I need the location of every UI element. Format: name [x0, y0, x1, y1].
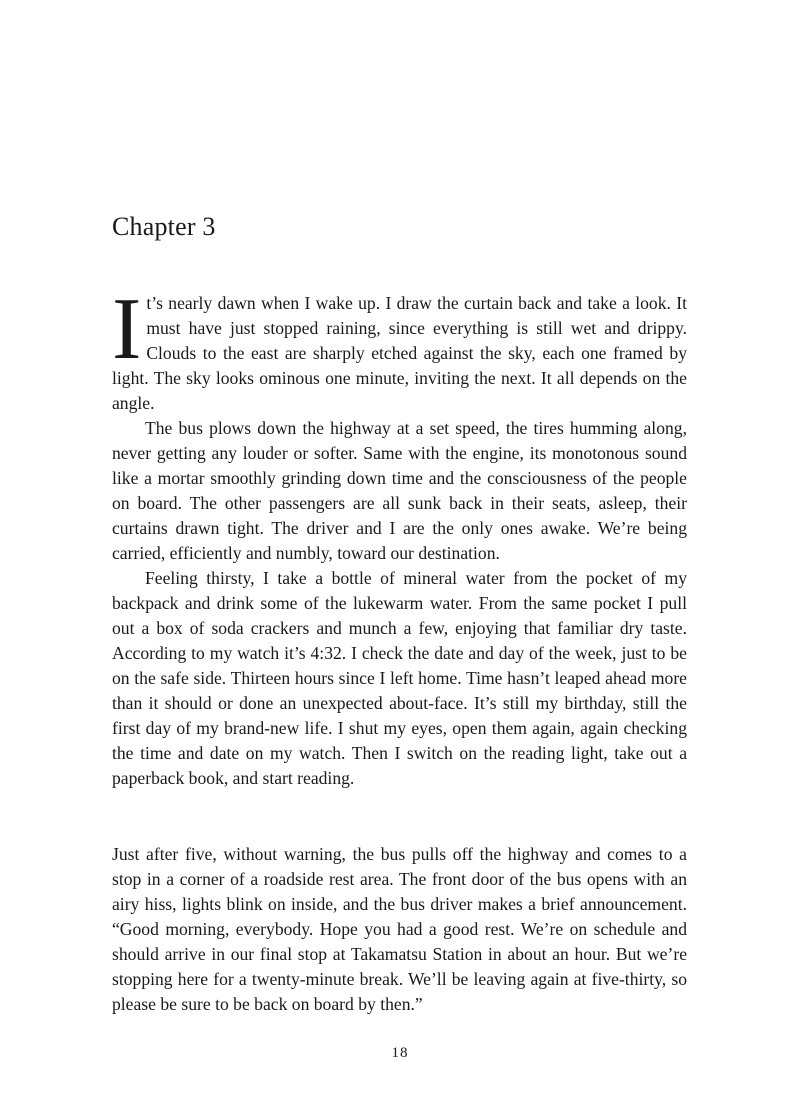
section-2-text	[112, 842, 687, 1017]
chapter-title: Chapter 3	[112, 212, 216, 241]
drop-cap: I	[112, 281, 142, 378]
section-1-text	[112, 281, 687, 791]
paragraph: Just after five, without warning, the bus pulls off the highway and comes to a stop in a corner of a roadside rest area. The front door of the bus opens with an airy hiss, lights blink on inside, and the bus driver makes a brief announcement. “Good morning, everybody. Hope you had a good rest. We’re on schedule and should arrive in our final stop at Takamatsu Station in about an hour. But we’re stopping here for a twenty-minute break. We’ll be leaving again at five-thirty, so please be sure to be back on board by then.”	[112, 844, 687, 1014]
page-number: 18	[391, 1045, 409, 1061]
paragraph: Feeling thirsty, I take a bottle of mineral water from the pocket of my backpack and drink some of the lukewarm water. From the same pocket I pull out a box of soda crackers and munch a few, enjoying that familiar dry taste. According to my watch it’s 4:32. I check the date and day of the week, just to be on the safe side. Thirteen hours since I left home. Time hasn’t leaped ahead more than it should or done an unexpected about-face. It’s still my birthday, still the first day of my brand-new life. I shut my eyes, open them again, again checking the time and date on my watch. Then I switch on the reading light, take out a paperback book, and start reading.	[112, 568, 687, 788]
opening-paragraph	[112, 281, 687, 416]
paragraph: The bus plows down the highway at a set speed, the tires humming along, never getting any louder or softer. Same with the engine, its monotonous sound like a mortar smoothly grinding down time and the consciousness of the people on board. The other passengers are all sunk back in their seats, asleep, their curtains drawn tight. The driver and I are the only ones awake. We’re being carried, efficiently and numbly, toward our destination.	[112, 418, 687, 563]
opening-paragraph-text: t’s nearly dawn when I wake up. I draw the curtain back and take a look. It must have just stopped raining, since everything is still wet and drippy. Clouds to the east are sharply etched against the sky, each one framed by light. The sky looks ominous one minute, inviting the next. It all depends on the angle.	[112, 293, 687, 413]
